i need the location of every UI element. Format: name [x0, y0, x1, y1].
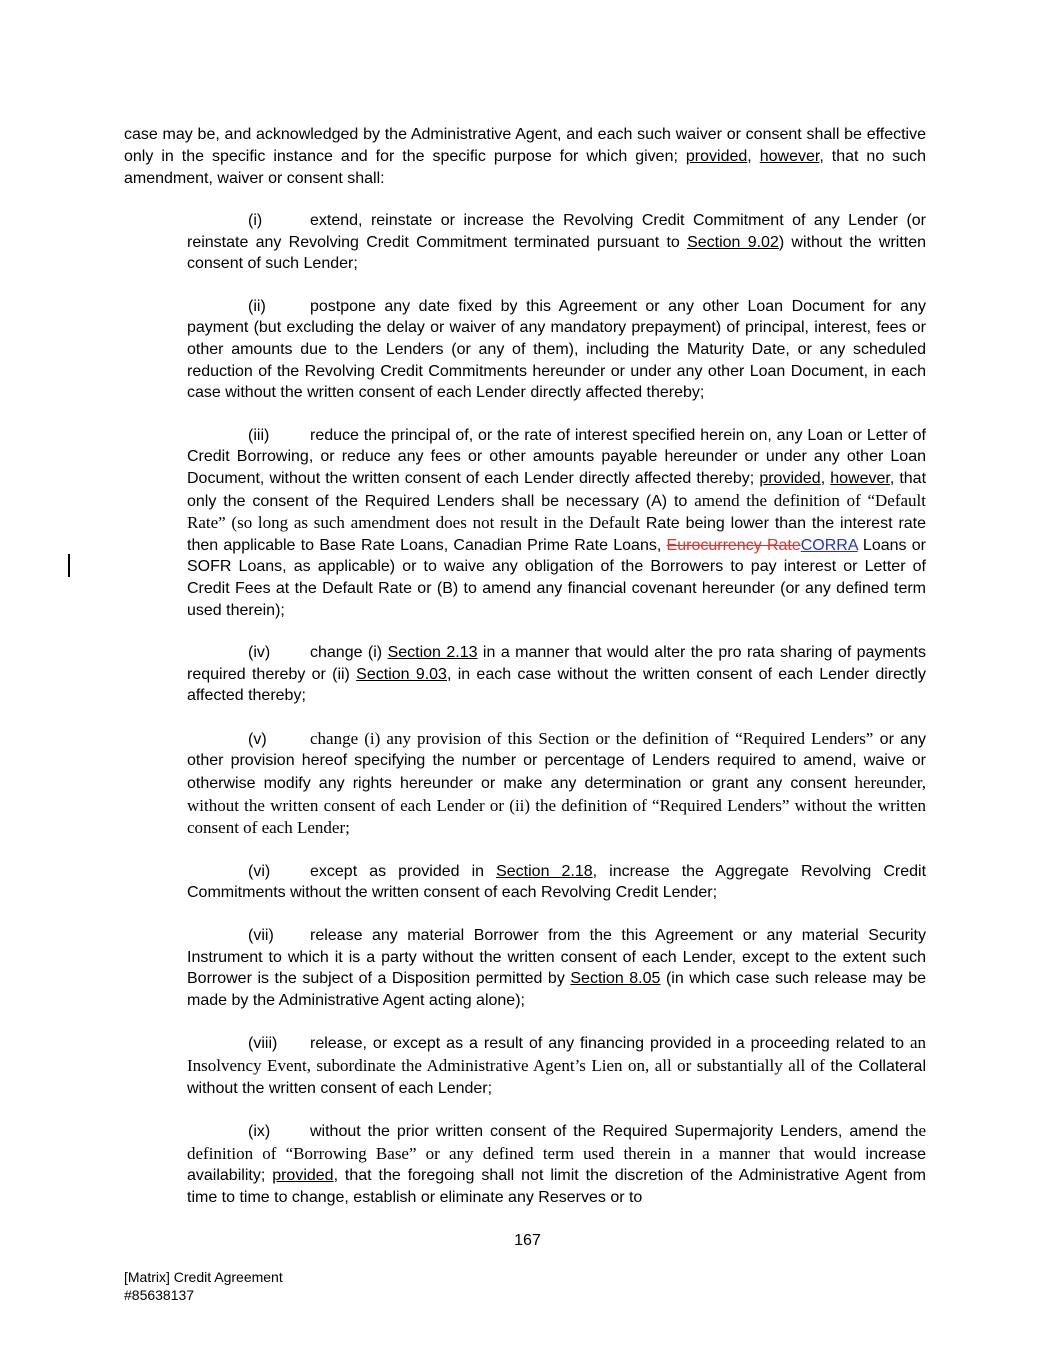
clause-number: (ii) [248, 297, 266, 315]
clause-text: the Collateral without the written consent of each Lender; [187, 1058, 926, 1097]
however-term: however [759, 148, 820, 165]
clause-number: (ix) [248, 1123, 271, 1141]
clause-v [187, 728, 926, 840]
clause-vii [187, 925, 926, 1011]
however-term: however [830, 469, 890, 487]
inserted-text: CORRA [800, 536, 858, 554]
clause-text: change (i) [310, 644, 388, 662]
provided-term: provided [685, 148, 748, 165]
provided-term: provided [272, 1167, 334, 1185]
clause-vi [187, 861, 926, 904]
clause-text-serif: amend the definition of “Default Rate” (so long as such amendment does not result in the Default [187, 490, 926, 533]
section-reference: Section 9.02 [687, 233, 779, 251]
clause-ii [187, 296, 926, 404]
clause-number: (iv) [248, 644, 271, 662]
intro-text-end: , that no such amendment, waiver or consent shall: [124, 148, 927, 187]
clause-text: ) without the written consent of such Lender; [187, 233, 927, 273]
clause-text: release any material Borrower from the this Agreement or any material Security Instrument to which it is a party without the written consent of each Lender, except to the extent such Borrower is the subject of a Disposition permitted by [187, 927, 926, 988]
deleted-text: Eurocurrency Rate [666, 536, 801, 554]
clause-list [187, 210, 926, 1230]
section-reference: Section 2.13 [387, 644, 478, 662]
clause-number: (iii) [248, 426, 270, 444]
revision-change-bar [68, 554, 70, 577]
page-number: 167 [514, 1232, 541, 1249]
clause-number: (vii) [248, 927, 274, 945]
intro-text: case may be, and acknowledged by the Administrative Agent, and each such waiver or consent shall be effective only in the specific instance and for the specific purpose for which given; [124, 126, 926, 165]
provided-term: provided [759, 469, 821, 487]
clause-i [187, 210, 926, 275]
clause-text: , in each case without the written consent of each Lender directly affected thereby; [187, 665, 927, 705]
clause-iv [187, 642, 926, 707]
clause-text: extend, reinstate or increase the Revolving Credit Commitment of any Lender (or reinstate any Revolving Credit Commitment terminated pursuant to [187, 212, 926, 251]
clause-iii [187, 425, 926, 621]
clause-text: (in which case such release may be made by the Administrative Agent acting alone); [187, 970, 927, 1009]
clause-text-serif: hereunder, without the written consent of each Lender or (ii) the definition of “Required Lenders” without the written consent of each Lender; [187, 773, 926, 838]
clause-text: Loans or SOFR Loans, as applicable) or to waive any obligation of the Borrowers to pay interest or Letter of Credit Fees at the Default Rate or (B) to amend any financial covenant hereunder (or any defined term used therein); [187, 536, 926, 619]
clause-ix [187, 1120, 926, 1208]
document-footer [124, 1268, 283, 1304]
clause-number: (viii) [248, 1035, 278, 1053]
clause-text: or any other provision hereof specifying the number or percentage of Lenders required to amend, waive or otherwise modify any rights hereunder or make any determination or grant any consent [187, 730, 926, 793]
clause-text-serif: the definition of “Borrowing Base” or any defined term used therein in a manner that would [187, 1121, 926, 1163]
clause-viii [187, 1032, 926, 1099]
clause-text: Rate being lower than the interest rate then applicable to Base Rate Loans, Canadian Prime Rate Loans, [187, 515, 927, 554]
clause-text: increase availability; [187, 1145, 926, 1185]
clause-text: without the prior written consent of the Required Supermajority Lenders, amend [310, 1123, 906, 1141]
section-reference: Section 9.03 [356, 665, 447, 683]
section-reference: Section 8.05 [570, 970, 661, 988]
intro-comma: , [747, 148, 760, 165]
clause-text: reduce the principal of, or the rate of interest specified herein on, any Loan or Letter of Credit Borrowing, or reduce any fees or other amounts payable hereunder or under any other Loan Document, without the written consent of each Lender directly affected thereby; [187, 426, 926, 487]
clause-number: (i) [248, 212, 263, 229]
clause-text-serif: an Insolvency Event, subordinate the Administrative Agent’s Lien on, all or substantially all of [187, 1033, 926, 1075]
clause-comma: , [820, 469, 831, 487]
clause-text: , that only the consent of the Required Lenders shall be necessary (A) to [187, 469, 927, 510]
clause-text: except as provided in [310, 862, 497, 880]
section-reference: Section 2.18 [496, 862, 593, 880]
clause-text: , increase the Aggregate Revolving Credit Commitments without the written consent of each Revolving Credit Lender; [187, 862, 927, 902]
intro-paragraph [124, 124, 926, 190]
footer-doc-id: #85638137 [124, 1287, 195, 1303]
clause-number: (vi) [248, 862, 271, 880]
clause-text-serif: change (i) any provision of this Section or the definition of “Required Lenders” [310, 728, 874, 748]
clause-text: , that the foregoing shall not limit the discretion of the Administrative Agent from time to time to change, establish or eliminate any Reserves or to [187, 1167, 927, 1206]
footer-title: [Matrix] Credit Agreement [124, 1269, 283, 1285]
clause-text: release, or except as a result of any financing provided in a proceeding related to [310, 1035, 910, 1053]
clause-text: postpone any date fixed by this Agreement or any other Loan Document for any payment (but excluding the delay or waiver of any mandatory prepayment) of principal, interest, fees or other amounts due to the Lenders (or any of them), including the Maturity Date, or any scheduled reduction of the Revolving Credit Commitments hereunder or under any other Loan Document, in each case without the written consent of each Lender directly affected thereby; [187, 297, 926, 402]
clause-text: in a manner that would alter the pro rata sharing of payments required thereby or (ii) [187, 644, 926, 683]
clause-number: (v) [248, 730, 267, 748]
